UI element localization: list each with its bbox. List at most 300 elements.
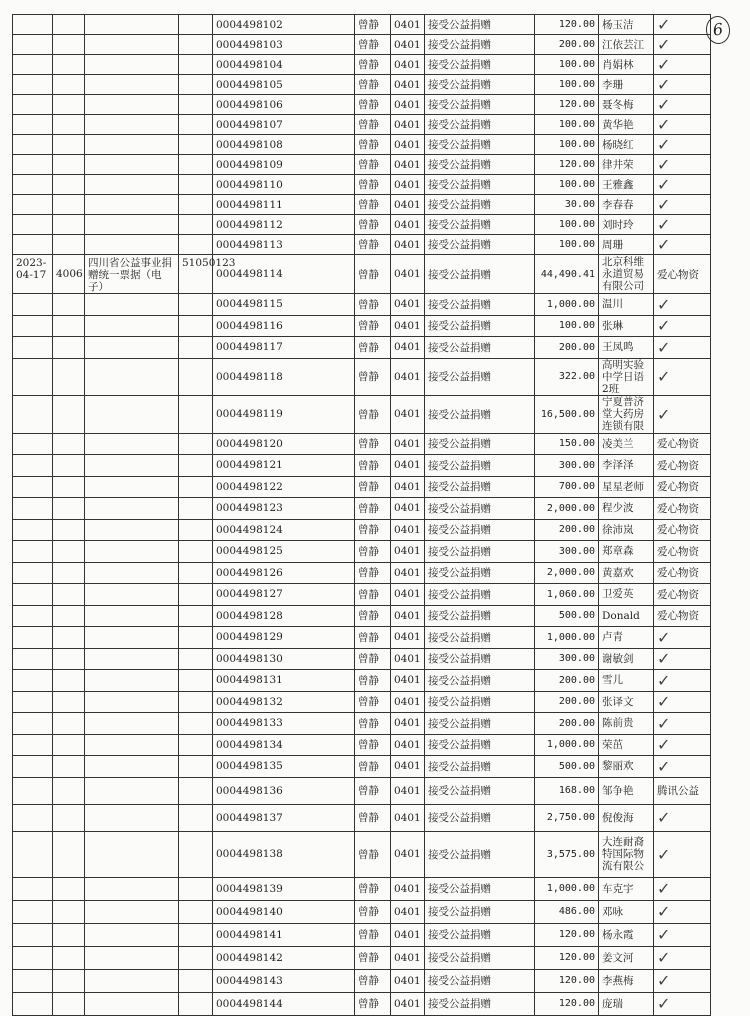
donor-name: 李春春 (599, 195, 654, 215)
batch-number (179, 713, 213, 735)
table-row (13, 433, 711, 455)
table-row (13, 946, 711, 969)
entry-date (13, 498, 53, 520)
handler-name: 曾静 (355, 235, 391, 255)
donor-name: 黎丽欢 (599, 756, 654, 778)
batch-number (179, 648, 213, 670)
document-type (85, 55, 179, 75)
amount-value: 1,000.00 (535, 627, 599, 649)
receipt-number: 0004498113 (213, 235, 355, 255)
voucher-number (53, 605, 85, 627)
document-type (85, 358, 179, 395)
check-mark-icon: ✓ (657, 844, 671, 864)
account-code: 0401 (391, 627, 425, 649)
batch-number (179, 175, 213, 195)
batch-number (179, 992, 213, 1015)
note-cell (654, 804, 711, 831)
account-code: 0401 (391, 804, 425, 831)
check-mark-icon: ✓ (657, 95, 671, 114)
summary-text: 接受公益捐赠 (425, 584, 535, 606)
donor-name: 程少波 (599, 498, 654, 520)
summary-text: 接受公益捐赠 (425, 992, 535, 1015)
table-row (13, 831, 711, 877)
handler-name: 曾静 (355, 734, 391, 756)
voucher-number (53, 75, 85, 95)
document-type (85, 627, 179, 649)
entry-date (13, 562, 53, 584)
document-type (85, 15, 179, 35)
note-cell (654, 713, 711, 735)
entry-date (13, 605, 53, 627)
note-text: 爱心物资 (657, 438, 699, 451)
table-row (13, 605, 711, 627)
receipt-number: 0004498140 (213, 900, 355, 923)
entry-date (13, 627, 53, 649)
voucher-number (53, 476, 85, 498)
handler-name: 曾静 (355, 195, 391, 215)
table-row (13, 215, 711, 235)
note-cell (654, 455, 711, 477)
document-type (85, 135, 179, 155)
summary-text: 接受公益捐赠 (425, 946, 535, 969)
amount-value: 300.00 (535, 648, 599, 670)
account-code: 0401 (391, 395, 425, 433)
note-cell (654, 946, 711, 969)
receipt-number: 0004498111 (213, 195, 355, 215)
account-code: 0401 (391, 155, 425, 175)
batch-number (179, 455, 213, 477)
table-row (13, 584, 711, 606)
amount-value: 100.00 (535, 315, 599, 337)
handler-name: 曾静 (355, 713, 391, 735)
donor-name: 雪儿 (599, 670, 654, 692)
note-cell (654, 315, 711, 337)
account-code: 0401 (391, 605, 425, 627)
entry-date (13, 294, 53, 316)
handler-name: 曾静 (355, 831, 391, 877)
handler-name: 曾静 (355, 455, 391, 477)
voucher-number (53, 135, 85, 155)
table-row (13, 255, 711, 294)
amount-value: 100.00 (535, 235, 599, 255)
amount-value: 2,000.00 (535, 562, 599, 584)
document-type (85, 75, 179, 95)
receipt-number: 0004498143 (213, 969, 355, 992)
entry-date (13, 519, 53, 541)
note-cell (654, 992, 711, 1015)
handler-name: 曾静 (355, 35, 391, 55)
table-row (13, 455, 711, 477)
handler-name: 曾静 (355, 946, 391, 969)
account-code: 0401 (391, 215, 425, 235)
note-text: 爱心物资 (657, 588, 699, 601)
donor-name: 李泽泽 (599, 455, 654, 477)
voucher-number (53, 95, 85, 115)
receipt-number: 0004498103 (213, 35, 355, 55)
voucher-number (53, 670, 85, 692)
donor-name: 周珊 (599, 235, 654, 255)
entry-date (13, 95, 53, 115)
batch-number (179, 337, 213, 359)
batch-number (179, 395, 213, 433)
table-row (13, 541, 711, 563)
table-row (13, 315, 711, 337)
batch-number (179, 756, 213, 778)
amount-value: 1,000.00 (535, 294, 599, 316)
table-row (13, 804, 711, 831)
handler-name: 曾静 (355, 877, 391, 900)
donor-name: Donald (599, 605, 654, 627)
summary-text: 接受公益捐赠 (425, 235, 535, 255)
entry-date (13, 433, 53, 455)
note-cell (654, 900, 711, 923)
amount-value: 300.00 (535, 455, 599, 477)
donor-name: 倪俊海 (599, 804, 654, 831)
summary-text: 接受公益捐赠 (425, 294, 535, 316)
check-mark-icon: ✓ (657, 294, 671, 314)
document-type (85, 670, 179, 692)
entry-date (13, 395, 53, 433)
batch-number (179, 670, 213, 692)
document-type (85, 946, 179, 969)
check-mark-icon: ✓ (657, 367, 671, 386)
handler-name: 曾静 (355, 175, 391, 195)
account-code: 0401 (391, 584, 425, 606)
voucher-number (53, 584, 85, 606)
document-type (85, 756, 179, 778)
summary-text: 接受公益捐赠 (425, 75, 535, 95)
handler-name: 曾静 (355, 519, 391, 541)
note-cell (654, 115, 711, 135)
voucher-number (53, 15, 85, 35)
handler-name: 曾静 (355, 395, 391, 433)
voucher-number (53, 519, 85, 541)
donor-name: 荣茁 (599, 734, 654, 756)
handler-name: 曾静 (355, 115, 391, 135)
amount-value: 120.00 (535, 992, 599, 1015)
amount-value: 2,000.00 (535, 498, 599, 520)
note-cell (654, 75, 711, 95)
check-mark-icon: ✓ (657, 337, 671, 357)
batch-number (179, 35, 213, 55)
account-code: 0401 (391, 337, 425, 359)
note-cell (654, 670, 711, 692)
note-cell (654, 777, 711, 804)
batch-number (179, 75, 213, 95)
note-text: 爱心物资 (657, 459, 699, 472)
amount-value: 150.00 (535, 433, 599, 455)
receipt-number: 0004498126 (213, 562, 355, 584)
note-text: 腾讯公益 (657, 785, 699, 797)
note-cell (654, 498, 711, 520)
note-text: 爱心物资 (657, 610, 699, 623)
donor-name: 王雅鑫 (599, 175, 654, 195)
batch-number (179, 691, 213, 713)
handler-name: 曾静 (355, 605, 391, 627)
account-code: 0401 (391, 734, 425, 756)
table-row (13, 519, 711, 541)
batch-number (179, 946, 213, 969)
batch-number (179, 541, 213, 563)
amount-value: 486.00 (535, 900, 599, 923)
document-type (85, 584, 179, 606)
batch-number (179, 215, 213, 235)
table-row (13, 734, 711, 756)
handler-name: 曾静 (355, 584, 391, 606)
summary-text: 接受公益捐赠 (425, 605, 535, 627)
donor-name: 凌美兰 (599, 433, 654, 455)
voucher-number (53, 498, 85, 520)
receipt-number: 0004498141 (213, 923, 355, 946)
table-row (13, 195, 711, 215)
handler-name: 曾静 (355, 670, 391, 692)
receipt-number: 0004498125 (213, 541, 355, 563)
account-code: 0401 (391, 946, 425, 969)
check-mark-icon: ✓ (657, 75, 671, 94)
voucher-number (53, 455, 85, 477)
entry-date (13, 969, 53, 992)
receipt-number: 0004498118 (213, 358, 355, 395)
batch-number (179, 155, 213, 175)
batch-number (179, 235, 213, 255)
summary-text: 接受公益捐赠 (425, 55, 535, 75)
note-cell (654, 337, 711, 359)
amount-value: 1,060.00 (535, 584, 599, 606)
voucher-number (53, 627, 85, 649)
amount-value: 100.00 (535, 55, 599, 75)
check-mark-icon: ✓ (657, 925, 671, 944)
summary-text: 接受公益捐赠 (425, 455, 535, 477)
voucher-number (53, 923, 85, 946)
receipt-number: 0004498109 (213, 155, 355, 175)
note-cell (654, 35, 711, 55)
account-code: 0401 (391, 777, 425, 804)
table-row (13, 358, 711, 395)
check-mark-icon: ✓ (657, 735, 671, 755)
summary-text: 接受公益捐赠 (425, 498, 535, 520)
note-cell (654, 395, 711, 433)
table-row (13, 691, 711, 713)
entry-date (13, 35, 53, 55)
summary-text: 接受公益捐赠 (425, 627, 535, 649)
donor-name: 杨晓红 (599, 135, 654, 155)
document-type (85, 831, 179, 877)
account-code: 0401 (391, 498, 425, 520)
voucher-number (53, 55, 85, 75)
entry-date (13, 946, 53, 969)
amount-value: 200.00 (535, 713, 599, 735)
table-row (13, 294, 711, 316)
account-code: 0401 (391, 670, 425, 692)
amount-value: 300.00 (535, 541, 599, 563)
document-type (85, 777, 179, 804)
handler-name: 曾静 (355, 215, 391, 235)
check-mark-icon: ✓ (657, 135, 671, 154)
donor-name: 江依芸江 (599, 35, 654, 55)
summary-text: 接受公益捐赠 (425, 315, 535, 337)
entry-date (13, 235, 53, 255)
table-row (13, 35, 711, 55)
table-row (13, 648, 711, 670)
amount-value: 120.00 (535, 15, 599, 35)
table-row (13, 992, 711, 1015)
summary-text: 接受公益捐赠 (425, 15, 535, 35)
amount-value: 2,750.00 (535, 804, 599, 831)
voucher-number (53, 395, 85, 433)
note-text: 爱心物资 (657, 545, 699, 558)
donor-name: 郑章森 (599, 541, 654, 563)
note-text: 爱心物资 (657, 567, 699, 580)
donor-name: 北京科维永道贸易有限公司 (599, 255, 654, 294)
batch-number (179, 135, 213, 155)
note-cell (654, 831, 711, 877)
amount-value: 100.00 (535, 115, 599, 135)
voucher-number (53, 648, 85, 670)
batch-number (179, 498, 213, 520)
entry-date (13, 648, 53, 670)
note-text: 爱心物资 (657, 502, 699, 515)
account-code: 0401 (391, 713, 425, 735)
entry-date (13, 175, 53, 195)
donor-name: 刘时玲 (599, 215, 654, 235)
batch-number (179, 95, 213, 115)
note-cell (654, 95, 711, 115)
donor-name: 邹争艳 (599, 777, 654, 804)
receipt-number: 0004498106 (213, 95, 355, 115)
batch-number (179, 831, 213, 877)
handler-name: 曾静 (355, 777, 391, 804)
voucher-number (53, 175, 85, 195)
account-code: 0401 (391, 294, 425, 316)
document-type (85, 215, 179, 235)
voucher-number (53, 831, 85, 877)
note-cell (654, 195, 711, 215)
account-code: 0401 (391, 923, 425, 946)
page-number-mark: 6 (704, 14, 732, 45)
table-row (13, 15, 711, 35)
table-row (13, 562, 711, 584)
amount-value: 100.00 (535, 175, 599, 195)
handler-name: 曾静 (355, 255, 391, 294)
account-code: 0401 (391, 195, 425, 215)
summary-text: 接受公益捐赠 (425, 670, 535, 692)
amount-value: 168.00 (535, 777, 599, 804)
amount-value: 500.00 (535, 756, 599, 778)
receipt-number: 0004498128 (213, 605, 355, 627)
document-type (85, 562, 179, 584)
note-cell (654, 476, 711, 498)
batch-number (179, 923, 213, 946)
table-row (13, 476, 711, 498)
batch-number (179, 900, 213, 923)
voucher-number (53, 115, 85, 135)
check-mark-icon: ✓ (657, 175, 671, 194)
receipt-number: 0004498139 (213, 877, 355, 900)
account-code: 0401 (391, 648, 425, 670)
handler-name: 曾静 (355, 315, 391, 337)
donor-name: 卢青 (599, 627, 654, 649)
voucher-number (53, 35, 85, 55)
handler-name: 曾静 (355, 756, 391, 778)
summary-text: 接受公益捐赠 (425, 777, 535, 804)
receipt-number: 0004498138 (213, 831, 355, 877)
entry-date (13, 135, 53, 155)
voucher-number (53, 337, 85, 359)
handler-name: 曾静 (355, 294, 391, 316)
note-text: 爱心物资 (657, 524, 699, 537)
receipt-number: 0004498121 (213, 455, 355, 477)
entry-date (13, 195, 53, 215)
voucher-number (53, 756, 85, 778)
document-type (85, 95, 179, 115)
entry-date (13, 55, 53, 75)
handler-name: 曾静 (355, 476, 391, 498)
account-code: 0401 (391, 562, 425, 584)
batch-number (179, 519, 213, 541)
batch-number (179, 877, 213, 900)
receipt-number: 0004498112 (213, 215, 355, 235)
handler-name: 曾静 (355, 337, 391, 359)
voucher-number (53, 804, 85, 831)
donor-name: 王凤鸣 (599, 337, 654, 359)
table-row (13, 969, 711, 992)
entry-date (13, 713, 53, 735)
entry-date (13, 455, 53, 477)
entry-date (13, 670, 53, 692)
amount-value: 100.00 (535, 135, 599, 155)
voucher-number (53, 734, 85, 756)
check-mark-icon: ✓ (657, 808, 671, 827)
document-type (85, 734, 179, 756)
check-mark-icon: ✓ (657, 756, 671, 776)
entry-date (13, 691, 53, 713)
note-cell (654, 358, 711, 395)
summary-text: 接受公益捐赠 (425, 255, 535, 294)
note-cell (654, 155, 711, 175)
receipt-number: 0004498114 (213, 255, 355, 294)
receipt-number: 0004498142 (213, 946, 355, 969)
amount-value: 30.00 (535, 195, 599, 215)
entry-date (13, 804, 53, 831)
donor-name: 宁夏普济堂大药房连锁有限 (599, 395, 654, 433)
receipt-number: 0004498137 (213, 804, 355, 831)
handler-name: 曾静 (355, 55, 391, 75)
batch-number (179, 433, 213, 455)
amount-value: 120.00 (535, 95, 599, 115)
donor-name: 谢敏剑 (599, 648, 654, 670)
voucher-number (53, 713, 85, 735)
summary-text: 接受公益捐赠 (425, 756, 535, 778)
note-cell (654, 255, 711, 294)
amount-value: 16,500.00 (535, 395, 599, 433)
check-mark-icon: ✓ (657, 155, 671, 174)
amount-value: 100.00 (535, 215, 599, 235)
note-cell (654, 584, 711, 606)
handler-name: 曾静 (355, 433, 391, 455)
summary-text: 接受公益捐赠 (425, 691, 535, 713)
summary-text: 接受公益捐赠 (425, 804, 535, 831)
receipt-number: 0004498135 (213, 756, 355, 778)
check-mark-icon: ✓ (657, 649, 671, 669)
summary-text: 接受公益捐赠 (425, 877, 535, 900)
document-type (85, 35, 179, 55)
voucher-number (53, 877, 85, 900)
handler-name: 曾静 (355, 358, 391, 395)
check-mark-icon: ✓ (657, 235, 671, 254)
table-row (13, 55, 711, 75)
donor-name: 邓咏 (599, 900, 654, 923)
summary-text: 接受公益捐赠 (425, 476, 535, 498)
